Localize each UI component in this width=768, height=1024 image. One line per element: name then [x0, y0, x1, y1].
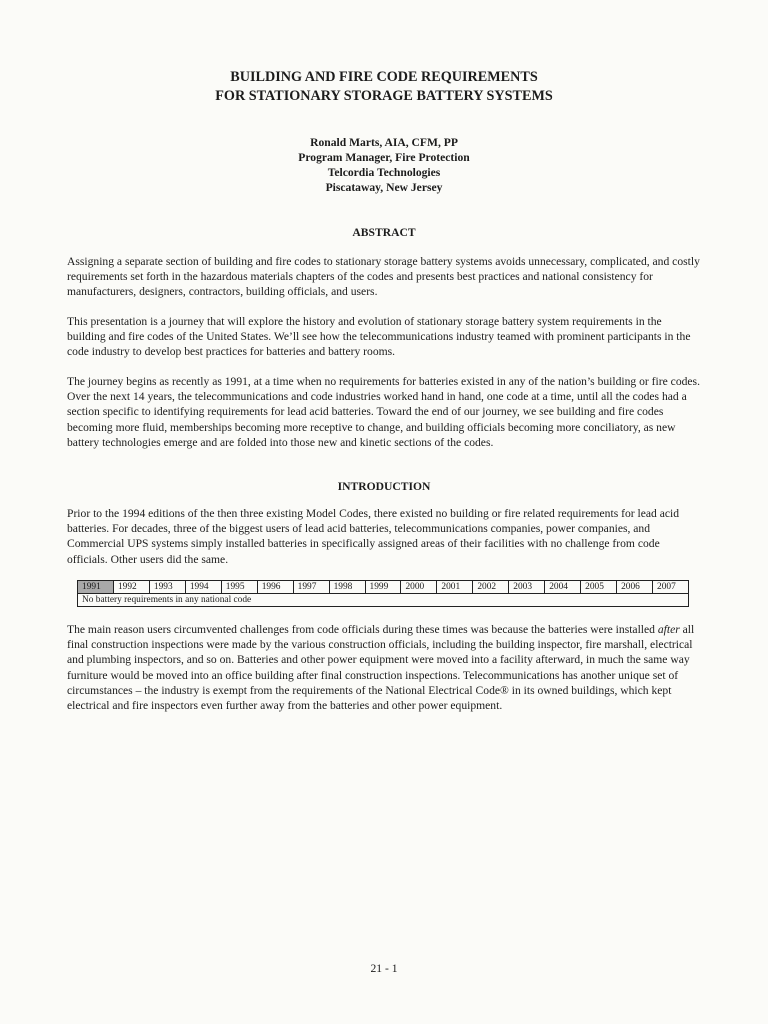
timeline-note-row — [78, 594, 689, 607]
timeline-year-cell: 2002 — [473, 581, 509, 594]
timeline-year-cell: 1997 — [293, 581, 329, 594]
timeline-year-cell: 1992 — [113, 581, 149, 594]
timeline-year-cell: 1998 — [329, 581, 365, 594]
emphasized-word: after — [657, 623, 680, 636]
timeline-year-cell: 2007 — [653, 581, 689, 594]
timeline-year-cell: 2005 — [581, 581, 617, 594]
timeline-year-cell: 1995 — [221, 581, 257, 594]
timeline-year-cell: 1991 — [78, 581, 114, 594]
author-block — [67, 135, 701, 195]
timeline-year-cell: 1999 — [365, 581, 401, 594]
abstract-paragraph-1: Assigning a separate section of building and fire codes to stationary storage battery systems avoids unnecessary, complicated, and costly requirements set forth in the hazardous materials chapters of the codes and presents best practices and national consistency for manufacturers, designers, contractors, building officials, and users. — [67, 255, 700, 299]
timeline-year-cell: 2006 — [617, 581, 653, 594]
author-name: Ronald Marts, AIA, CFM, PP — [310, 136, 458, 149]
title-line-1: BUILDING AND FIRE CODE REQUIREMENTS — [230, 69, 538, 85]
introduction-paragraph-2 — [67, 622, 701, 713]
timeline-table — [77, 580, 689, 607]
paragraph-2-text-start: The main reason users circumvented challenges from code officials during these times was because the batteries were installed — [67, 623, 658, 636]
timeline-year-cell: 1996 — [257, 581, 293, 594]
abstract-heading: ABSTRACT — [352, 226, 416, 239]
timeline-year-cell: 2003 — [509, 581, 545, 594]
author-position: Program Manager, Fire Protection — [298, 151, 470, 164]
timeline-year-cell: 2001 — [437, 581, 473, 594]
paragraph-2-text-end: all final construction inspections were made by the various construction officials, including the building inspector, fire marshall, electrical and plumbing inspectors, and so on. Batteries and other power equipment were moved into a facility afterward, in much the same way furniture would be moved into an office building after final construction inspections. Telecommunications has another unique set of circumstances – the industry is exempt from the requirements of the National Electrical Code® in its owned buildings, which kept electrical and fire inspectors even further away from the batteries and other power equipment. — [67, 623, 695, 713]
introduction-paragraph-1: Prior to the 1994 editions of the then three existing Model Codes, there existed no building or fire related requirements for lead acid batteries. For decades, three of the biggest users of lead acid batteries, telecommunications companies, power companies, and Commercial UPS systems simply installed batteries in specifically assigned areas of their facilities with no challenge from code officials. Other users did the same. — [67, 507, 680, 566]
abstract-paragraph-2: This presentation is a journey that will explore the history and evolution of stationary storage battery system requirements in the building and fire codes of the United States. We’ll see how the telecommunications industry teamed with prominent participants in the code industry to develop best practices for batteries and battery rooms. — [67, 315, 691, 359]
introduction-heading: INTRODUCTION — [337, 480, 431, 493]
timeline-year-cell: 1994 — [185, 581, 221, 594]
timeline-year-cell: 1993 — [149, 581, 185, 594]
timeline-year-cell: 2004 — [545, 581, 581, 594]
timeline-year-cell: 2000 — [401, 581, 437, 594]
page-number: 21 - 1 — [370, 962, 398, 975]
title-line-2: FOR STATIONARY STORAGE BATTERY SYSTEMS — [215, 88, 553, 104]
timeline-year-row — [78, 581, 689, 594]
author-location: Piscataway, New Jersey — [325, 181, 443, 194]
author-organization: Telcordia Technologies — [327, 166, 441, 179]
timeline-note: No battery requirements in any national code — [78, 594, 689, 607]
abstract-paragraph-3: The journey begins as recently as 1991, at a time when no requirements for batteries existed in any of the nation’s building or fire codes. Over the next 14 years, the telecommunications and code industries worked hand in hand, one code at a time, until all the codes had a section specific to identifying requirements for lead acid batteries. Toward the end of our journey, we see building and fire codes becoming more fluid, memberships becoming more receptive to change, and building officials becoming more conciliatory, as new battery technologies emerge and are folded into those new and kinetic sections of the codes. — [67, 375, 700, 449]
document-title — [67, 68, 701, 106]
